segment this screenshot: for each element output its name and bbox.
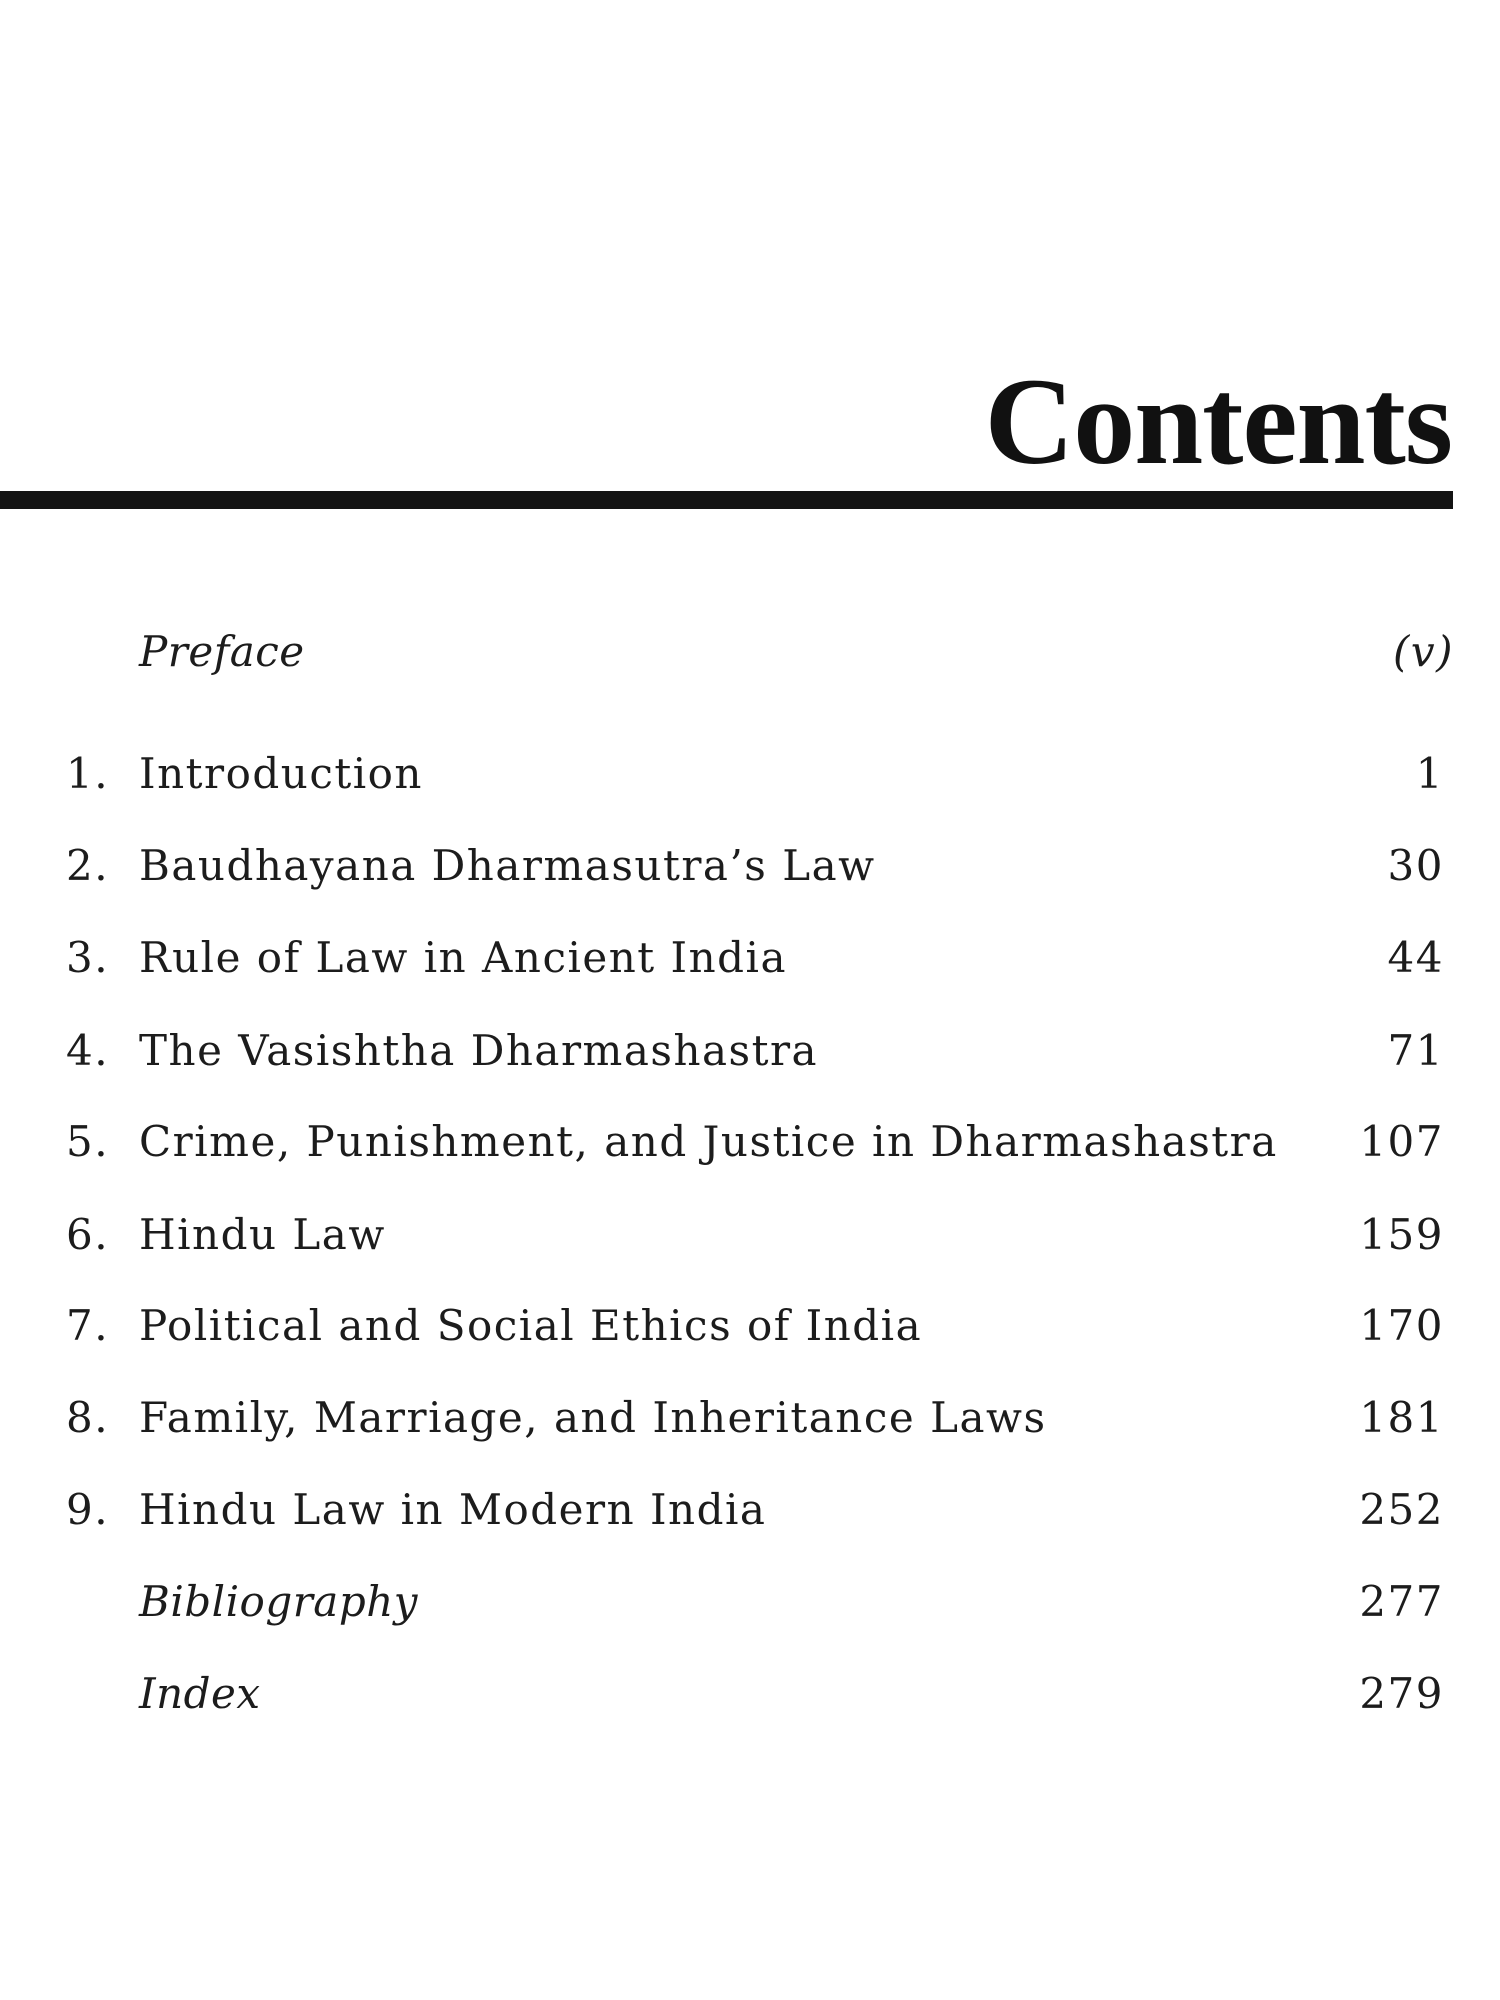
toc-entry-chapter-9[interactable] [0,1475,1500,1545]
toc-entry-chapter-5[interactable] [0,1107,1500,1177]
entry-title: Bibliography [139,1577,418,1626]
entry-number: 8. [66,1393,110,1442]
entry-page: 252 [1359,1485,1444,1534]
toc-entry-chapter-8[interactable] [0,1383,1500,1453]
toc-entry-chapter-4[interactable] [0,1016,1500,1086]
entry-title: Hindu Law [139,1210,386,1259]
entry-page: 159 [1359,1210,1444,1259]
toc-entry-index[interactable] [0,1659,1500,1729]
entry-page: 107 [1359,1117,1444,1166]
entry-number: 3. [66,933,110,982]
entry-title: Index [139,1669,261,1718]
entry-title: Introduction [139,749,423,798]
entry-title: Crime, Punishment, and Justice in Dharmashastra [139,1117,1278,1166]
entry-page: 1 [1415,749,1444,798]
entry-title: Family, Marriage, and Inheritance Laws [139,1393,1047,1442]
entry-number: 1. [66,749,110,798]
entry-number: 7. [66,1301,110,1350]
toc-entry-bibliography[interactable] [0,1567,1500,1637]
heading-rule [0,491,1453,509]
entry-page: 44 [1387,933,1444,982]
entry-title: Hindu Law in Modern India [139,1485,767,1534]
entry-page: 30 [1387,841,1444,890]
entry-number: 4. [66,1026,110,1075]
entry-page: 279 [1359,1669,1444,1718]
entry-title: The Vasishtha Dharmashastra [139,1026,819,1075]
toc-entry-preface[interactable] [0,617,1500,687]
toc-entry-chapter-1[interactable] [0,739,1500,809]
entry-title: Rule of Law in Ancient India [139,933,788,982]
entry-number: 9. [66,1485,110,1534]
entry-number: 2. [66,841,110,890]
entry-number: 6. [66,1210,110,1259]
entry-title: Political and Social Ethics of India [139,1301,923,1350]
entry-title: Baudhayana Dharmasutra’s Law [139,841,876,890]
toc-entry-chapter-6[interactable] [0,1200,1500,1270]
toc-entry-chapter-7[interactable] [0,1291,1500,1361]
entry-page: 71 [1387,1026,1444,1075]
toc-entry-chapter-3[interactable] [0,923,1500,993]
entry-title: Preface [139,627,305,676]
entry-page: 181 [1359,1393,1444,1442]
entry-page: (v) [1393,627,1454,676]
toc-entry-chapter-2[interactable] [0,831,1500,901]
entry-number: 5. [66,1117,110,1166]
entry-page: 277 [1359,1577,1444,1626]
entry-page: 170 [1359,1301,1444,1350]
page-title: Contents [984,353,1452,490]
